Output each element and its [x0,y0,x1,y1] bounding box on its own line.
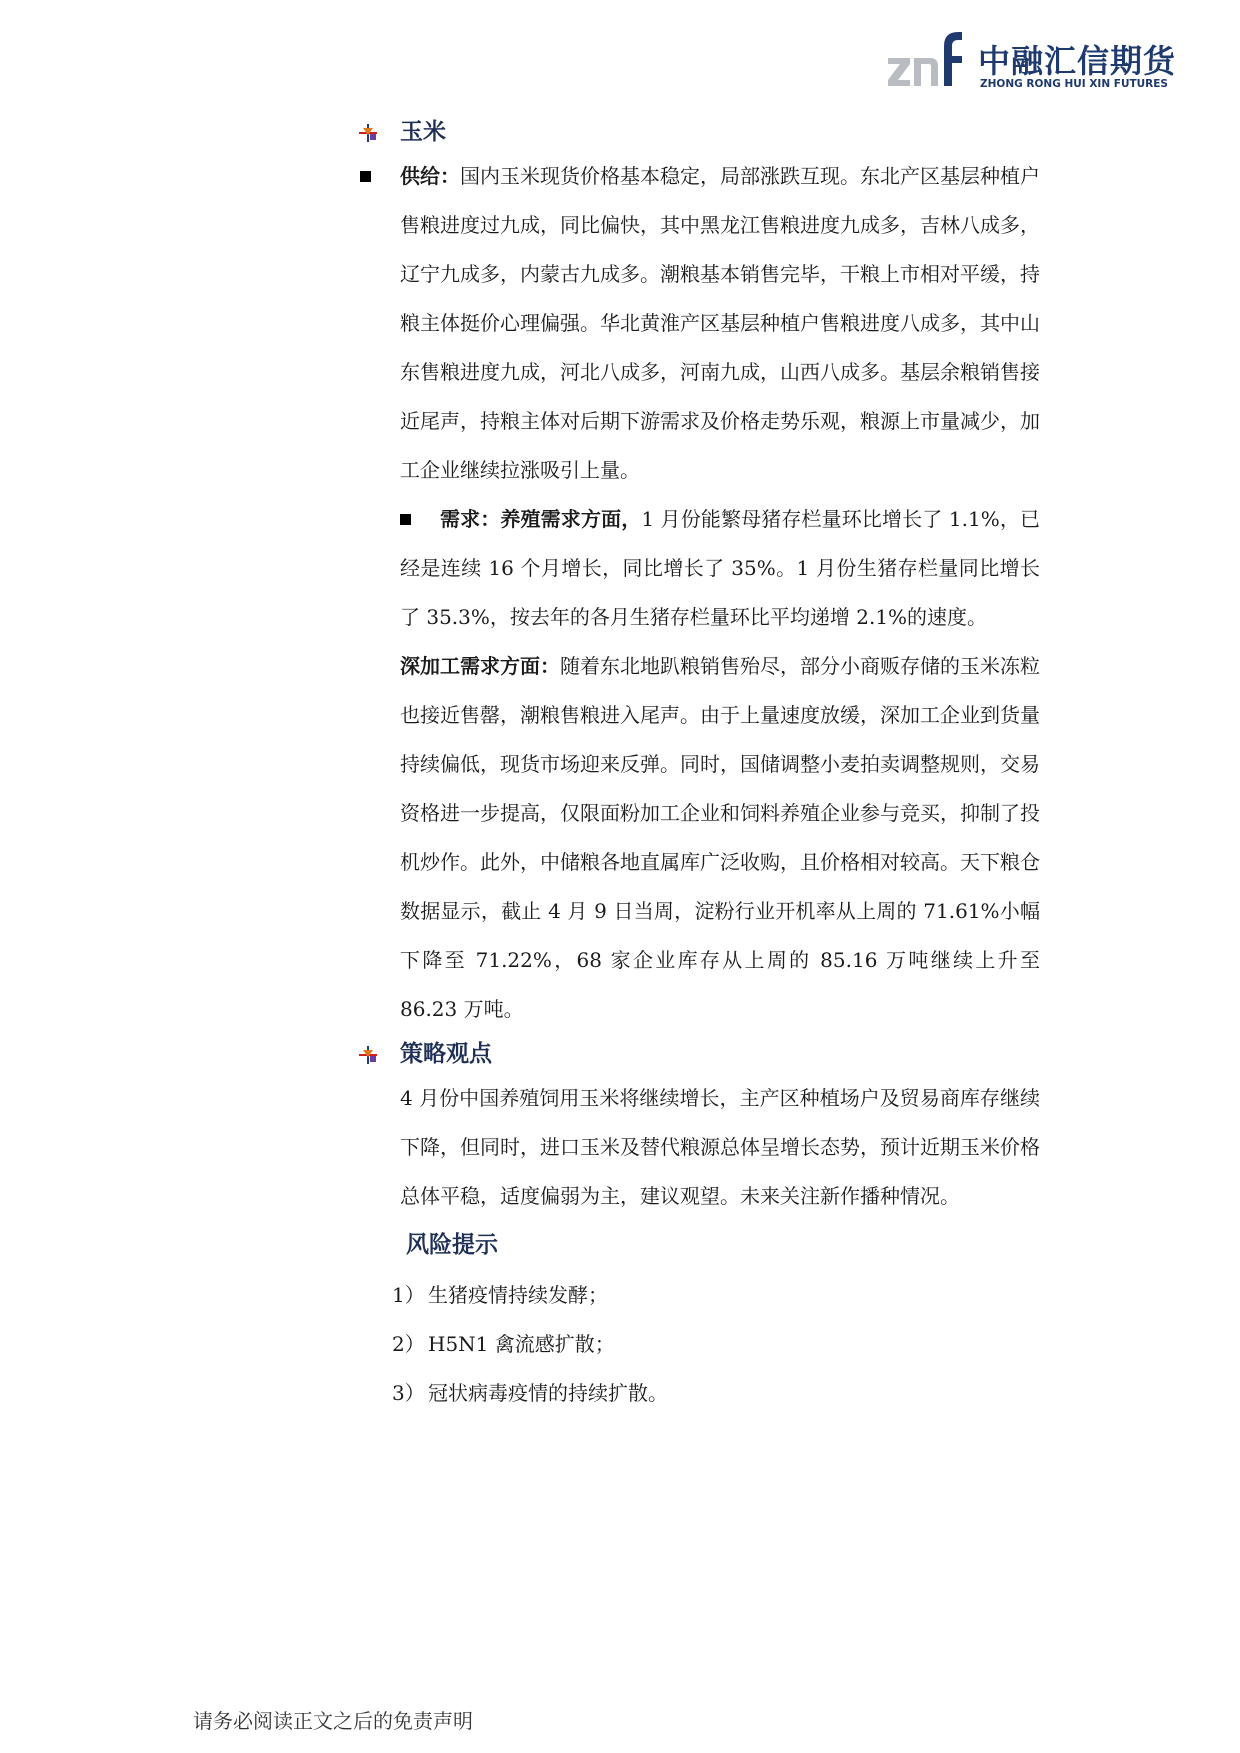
risk-text: 冠状病毒疫情的持续扩散。 [428,1381,668,1405]
risk-number: 3） [392,1381,425,1405]
cross-arrow-icon [358,123,378,143]
deep-processing-paragraph [400,642,1040,1034]
section-title-corn: 玉米 [400,119,446,145]
section-heading-corn [400,112,1040,152]
risk-list [392,1271,1040,1418]
company-logo [884,28,1177,94]
section-heading-risk [406,1225,1040,1265]
risk-number: 2） [392,1332,425,1356]
risk-text: 生猪疫情持续发酵； [428,1283,608,1307]
supply-text: 国内玉米现货价格基本稳定，局部涨跌互现。东北产区基层种植户售粮进度过九成，同比偏快，其中黑龙江售粮进度九成多，吉林八成多，辽宁九成多，内蒙古九成多。潮粮基本销售完毕，干粮上市相对平缓，持粮主体挺价心理偏强。华北黄淮产区基层种植户售粮进度八成多，其中山东售粮进度九成，河北八成多，河南九成，山西八成多。基层余粮销售接近尾声，持粮主体对后期下游需求及价格走势乐观，粮源上市量减少，加工企业继续拉涨吸引上量。 [400,164,1040,482]
supply-paragraph [400,152,1040,495]
square-bullet-icon [360,171,371,182]
supply-label: 供给： [400,164,460,188]
logo-chinese-name: 中融汇信期货 [978,42,1177,80]
deep-processing-label: 深加工需求方面： [400,654,560,678]
risk-number: 1） [392,1283,425,1307]
section-title-risk: 风险提示 [406,1232,498,1258]
demand-text: 1 月份能繁母猪存栏量环比增长了 1.1%，已经是连续 16 个月增长，同比增长了 35%。1 月份生猪存栏量同比增长了 35.3%，按去年的各月生猪存栏量环比平均递增 2.1%的速度。 [400,507,1041,629]
list-item [392,1320,1040,1369]
disclaimer-footer: 请务必阅读正文之后的免责声明 [193,1709,473,1733]
logo-english-name: ZHONG RONG HUI XIN FUTURES [980,78,1168,90]
demand-label: 需求：养殖需求方面， [440,507,642,531]
znf-logo-icon [884,28,964,94]
section-heading-strategy [400,1034,1040,1074]
square-bullet-icon [400,514,411,525]
risk-text: H5N1 禽流感扩散； [428,1332,615,1356]
strategy-paragraph: 4 月份中国养殖饲用玉米将继续增长，主产区种植场户及贸易商库存继续下降，但同时，进口玉米及替代粮源总体呈增长态势，预计近期玉米价格总体平稳，适度偏弱为主，建议观望。未来关注新作播种情况。 [400,1086,1040,1208]
deep-processing-text: 随着东北地趴粮销售殆尽，部分小商贩存储的玉米冻粒也接近售罄，潮粮售粮进入尾声。由于上量速度放缓，深加工企业到货量持续偏低，现货市场迎来反弹。同时，国储调整小麦拍卖调整规则，交易资格进一步提高，仅限面粉加工企业和饲料养殖企业参与竞买，抑制了投机炒作。此外，中储粮各地直属库广泛收购，且价格相对较高。天下粮仓数据显示，截止 4 月 9 日当周，淀粉行业开机率从上周的 71.61%小幅下降至 71.22%，68 家企业库存从上周的 85.16 万吨继续上升至 86.23 万吨。 [400,654,1040,1021]
demand-paragraph [400,495,1040,642]
list-item [392,1369,1040,1418]
list-item [392,1271,1040,1320]
cross-arrow-icon [358,1045,378,1065]
report-content [360,112,1040,1418]
section-title-strategy: 策略观点 [400,1041,492,1067]
